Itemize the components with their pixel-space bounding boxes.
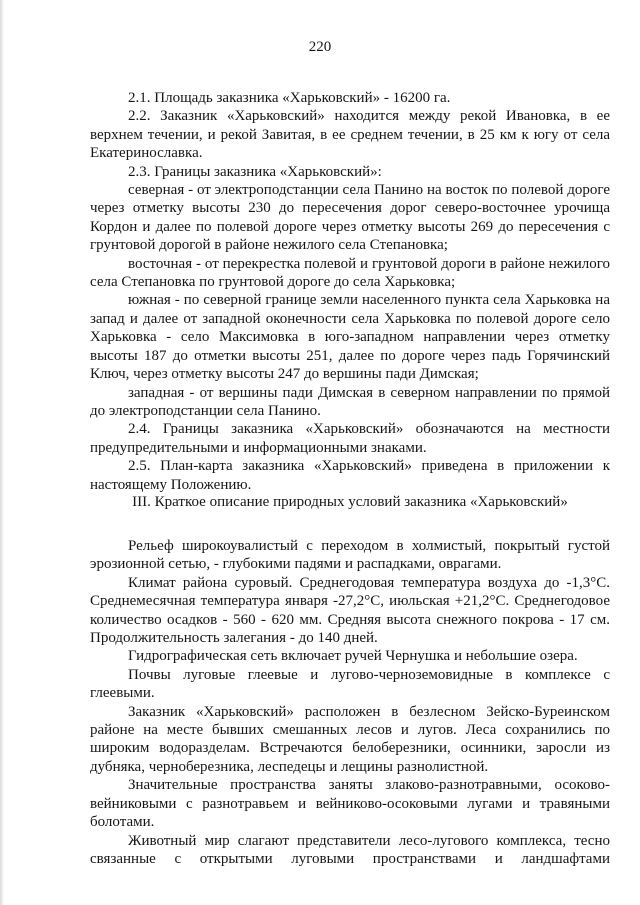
paragraph-hydrography: Гидрографическая сеть включает ручей Чернушка и небольшие озера. [128, 648, 578, 665]
paragraph-boundary-west: западная - от вершины пади Димская в северном направлении по прямой до электроподстанции села Панино. [90, 384, 610, 419]
paragraph-2-5: 2.5. План-карта заказника «Харьковский» приведена в приложении к настоящему Положению. [90, 458, 610, 493]
paragraph-fauna: Животный мир слагают представители лесо-лугового комплекса, тесно связанные с открытыми луговыми пространствами и ландшафтами [90, 832, 610, 867]
scan-edge-shadow [0, 0, 4, 905]
paragraph-meadows: Значительные пространства заняты злаково-разнотравными, осоково-вейниковыми с разнотравьем и вейниково-осоковыми лугами и травяными болотами. [90, 777, 610, 831]
paragraph-relief: Рельеф широкоувалистый с переходом в холмистый, покрытый густой эрозионной сетью, - глубокими падями и распадками, оврагами. [90, 538, 610, 573]
paragraph-2-4: 2.4. Границы заказника «Харьковский» обозначаются на местности предупредительными и информационными знаками. [90, 421, 610, 456]
page-number: 220 [308, 39, 332, 55]
section-3-text [90, 537, 610, 868]
paragraph-boundary-east: восточная - от перекрестка полевой и грунтовой дороги в районе нежилого села Степановка по грунтовой дороге до села Харьковка; [90, 255, 610, 291]
section-3-heading: III. Краткое описание природных условий заказника «Харьковский» [132, 494, 568, 510]
paragraph-2-1: 2.1. Площадь заказника «Харьковский» - 16200 га. [128, 90, 451, 106]
paragraph-boundary-north: северная - от электроподстанции села Панино на восток по полевой дороге через отметку высоты 230 до пересечения дорог северо-восточнее урочища Кордон и далее по полевой дороге через отметку высоты 269 до пересечения с грунтовой дорогой в районе нежилого села Степановка; [90, 182, 610, 254]
paragraph-boundary-south: южная - по северной границе земли населенного пункта села Харьковка на запад и далее от западной оконечности села Харьковка по полевой дороге село Харьковка - село Максимовка в юго-западном направлении через отметку высоты 187 до отметки высоты 251, далее по дороге через падь Горячинский Ключ, через отметку высоты 247 до вершины пади Димская; [90, 292, 610, 383]
paragraph-soils: Почвы луговые глеевые и лугово-черноземовидные в комплексе с глеевыми. [90, 666, 610, 702]
paragraph-2-2: 2.2. Заказник «Харьковский» находится между рекой Ивановка, в ее верхнем течении, и рекой Завитая, в ее среднем течении, в 25 км к югу от села Екатеринославка. [90, 108, 610, 162]
paragraph-climate: Климат района суровый. Среднегодовая температура воздуха до -1,3°С. Среднемесячная температура января -27,2°С, июльская +21,2°С. Среднегодовое количество осадков - 560 - 620 мм. Средняя высота снежного покрова - 17 см. Продолжительность залегания - до 140 дней. [90, 574, 610, 647]
paragraph-vegetation: Заказник «Харьковский» расположен в безлесном Зейско-Буреинском районе на месте бывших смешанных лесов и лугов. Леса сохранились по широким водоразделам. Встречаются белоберезники, осинники, заросли из дубняка, черноберезника, леспедецы и лещины разнолистной. [90, 703, 610, 775]
section-2-text [90, 89, 610, 494]
paragraph-2-3: 2.3. Границы заказника «Харьковский»: [128, 163, 382, 180]
